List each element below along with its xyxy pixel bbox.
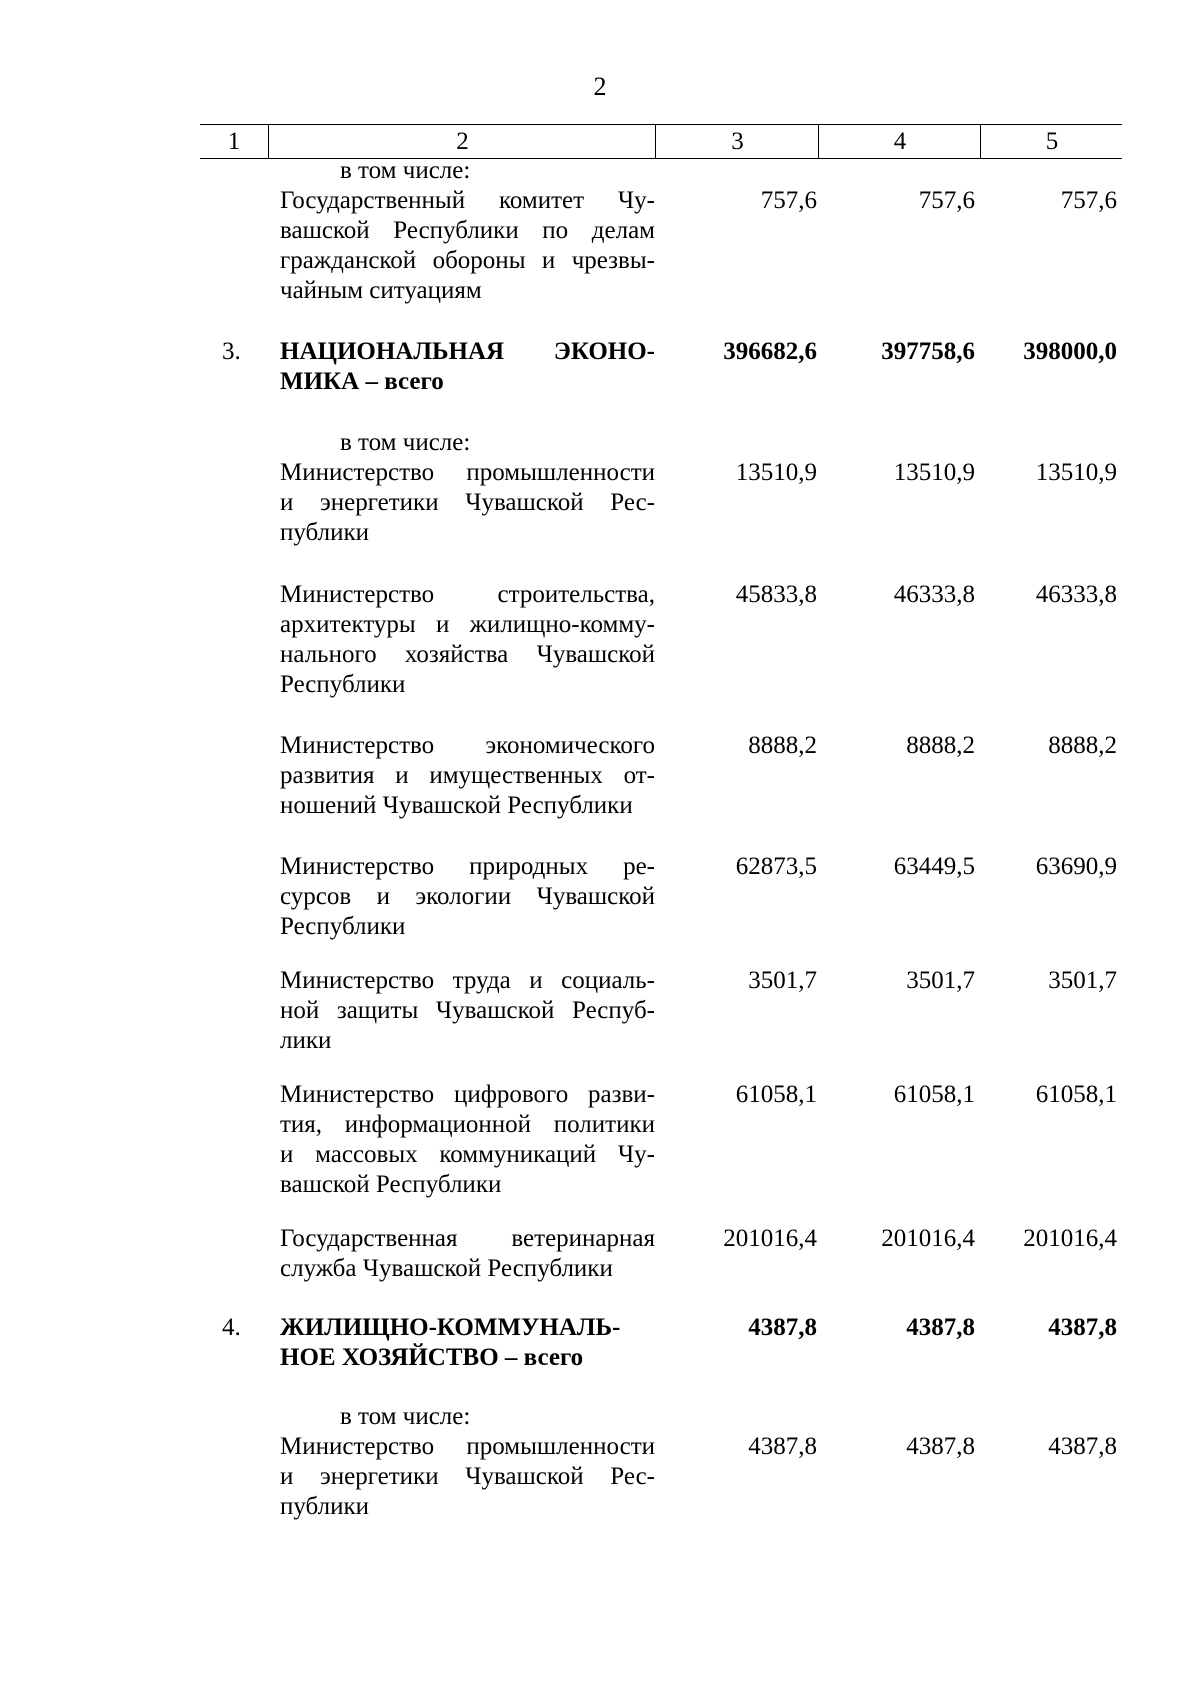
value-col-4: 46333,8 [893, 581, 975, 608]
row-name: Государственный комитет Чу- вашской Республики по делам гражданской обороны и чрезвы- чайным ситуациям [280, 187, 655, 304]
row-number: 3. [222, 338, 241, 365]
value-col-3: 8888,2 [748, 732, 817, 759]
value-col-3: 4387,8 [748, 1433, 817, 1460]
header-col-3: 3 [655, 125, 819, 158]
row-name: Министерство труда и социаль- ной защиты Чувашской Респуб- лики [280, 967, 655, 1054]
value-col-4: 13510,9 [893, 459, 975, 486]
value-col-3: 396682,6 [723, 338, 817, 365]
row-name: ЖИЛИЩНО-КОММУНАЛЬ- НОЕ ХОЗЯЙСТВО – всего [280, 1314, 621, 1371]
value-col-5: 757,6 [1060, 187, 1117, 214]
value-col-5: 8888,2 [1048, 732, 1117, 759]
value-col-4: 4387,8 [906, 1314, 975, 1341]
row-name: Министерство промышленности и энергетики Чувашской Рес- публики [280, 459, 655, 546]
row-name: Министерство экономического развития и имущественных от- ношений Чувашской Республики [280, 732, 655, 819]
subheading: в том числе: [340, 157, 471, 184]
value-col-4: 757,6 [918, 187, 975, 214]
subheading: в том числе: [340, 429, 471, 456]
value-col-5: 201016,4 [1023, 1225, 1117, 1252]
value-col-5: 13510,9 [1035, 459, 1117, 486]
header-col-4: 4 [818, 125, 981, 158]
value-col-3: 757,6 [760, 187, 817, 214]
value-col-4: 61058,1 [893, 1081, 975, 1108]
value-col-4: 3501,7 [906, 967, 975, 994]
row-name: Министерство строительства, архитектуры и жилищно-комму- нального хозяйства Чувашской Республики [280, 581, 655, 698]
value-col-4: 8888,2 [906, 732, 975, 759]
row-name: Министерство цифрового разви- тия, информационной политики и массовых коммуникаций Чу- вашской Республики [280, 1081, 655, 1198]
value-col-3: 13510,9 [735, 459, 817, 486]
row-name: Государственная ветеринарная служба Чувашской Республики [280, 1225, 655, 1282]
value-col-4: 4387,8 [906, 1433, 975, 1460]
value-col-3: 45833,8 [735, 581, 817, 608]
row-name: Министерство промышленности и энергетики Чувашской Рес- публики [280, 1433, 655, 1520]
value-col-5: 4387,8 [1048, 1433, 1117, 1460]
value-col-3: 3501,7 [748, 967, 817, 994]
value-col-5: 3501,7 [1048, 967, 1117, 994]
value-col-4: 397758,6 [881, 338, 975, 365]
value-col-5: 63690,9 [1035, 853, 1117, 880]
value-col-5: 61058,1 [1035, 1081, 1117, 1108]
header-col-1: 1 [227, 128, 241, 155]
subheading: в том числе: [340, 1403, 471, 1430]
value-col-5: 398000,0 [1023, 338, 1117, 365]
value-col-3: 61058,1 [735, 1081, 817, 1108]
value-col-4: 63449,5 [893, 853, 975, 880]
header-col-2: 2 [268, 125, 656, 158]
row-name: НАЦИОНАЛЬНАЯ ЭКОНО- МИКА – всего [280, 338, 655, 395]
row-name: Министерство природных ре- сурсов и экологии Чувашской Республики [280, 853, 655, 940]
value-col-3: 201016,4 [723, 1225, 817, 1252]
page-number: 2 [593, 72, 607, 101]
value-col-5: 46333,8 [1035, 581, 1117, 608]
value-col-3: 4387,8 [748, 1314, 817, 1341]
value-col-3: 62873,5 [735, 853, 817, 880]
row-number: 4. [222, 1314, 241, 1341]
table-header [200, 124, 1122, 159]
header-col-5: 5 [980, 125, 1123, 158]
value-col-5: 4387,8 [1048, 1314, 1117, 1341]
value-col-4: 201016,4 [881, 1225, 975, 1252]
